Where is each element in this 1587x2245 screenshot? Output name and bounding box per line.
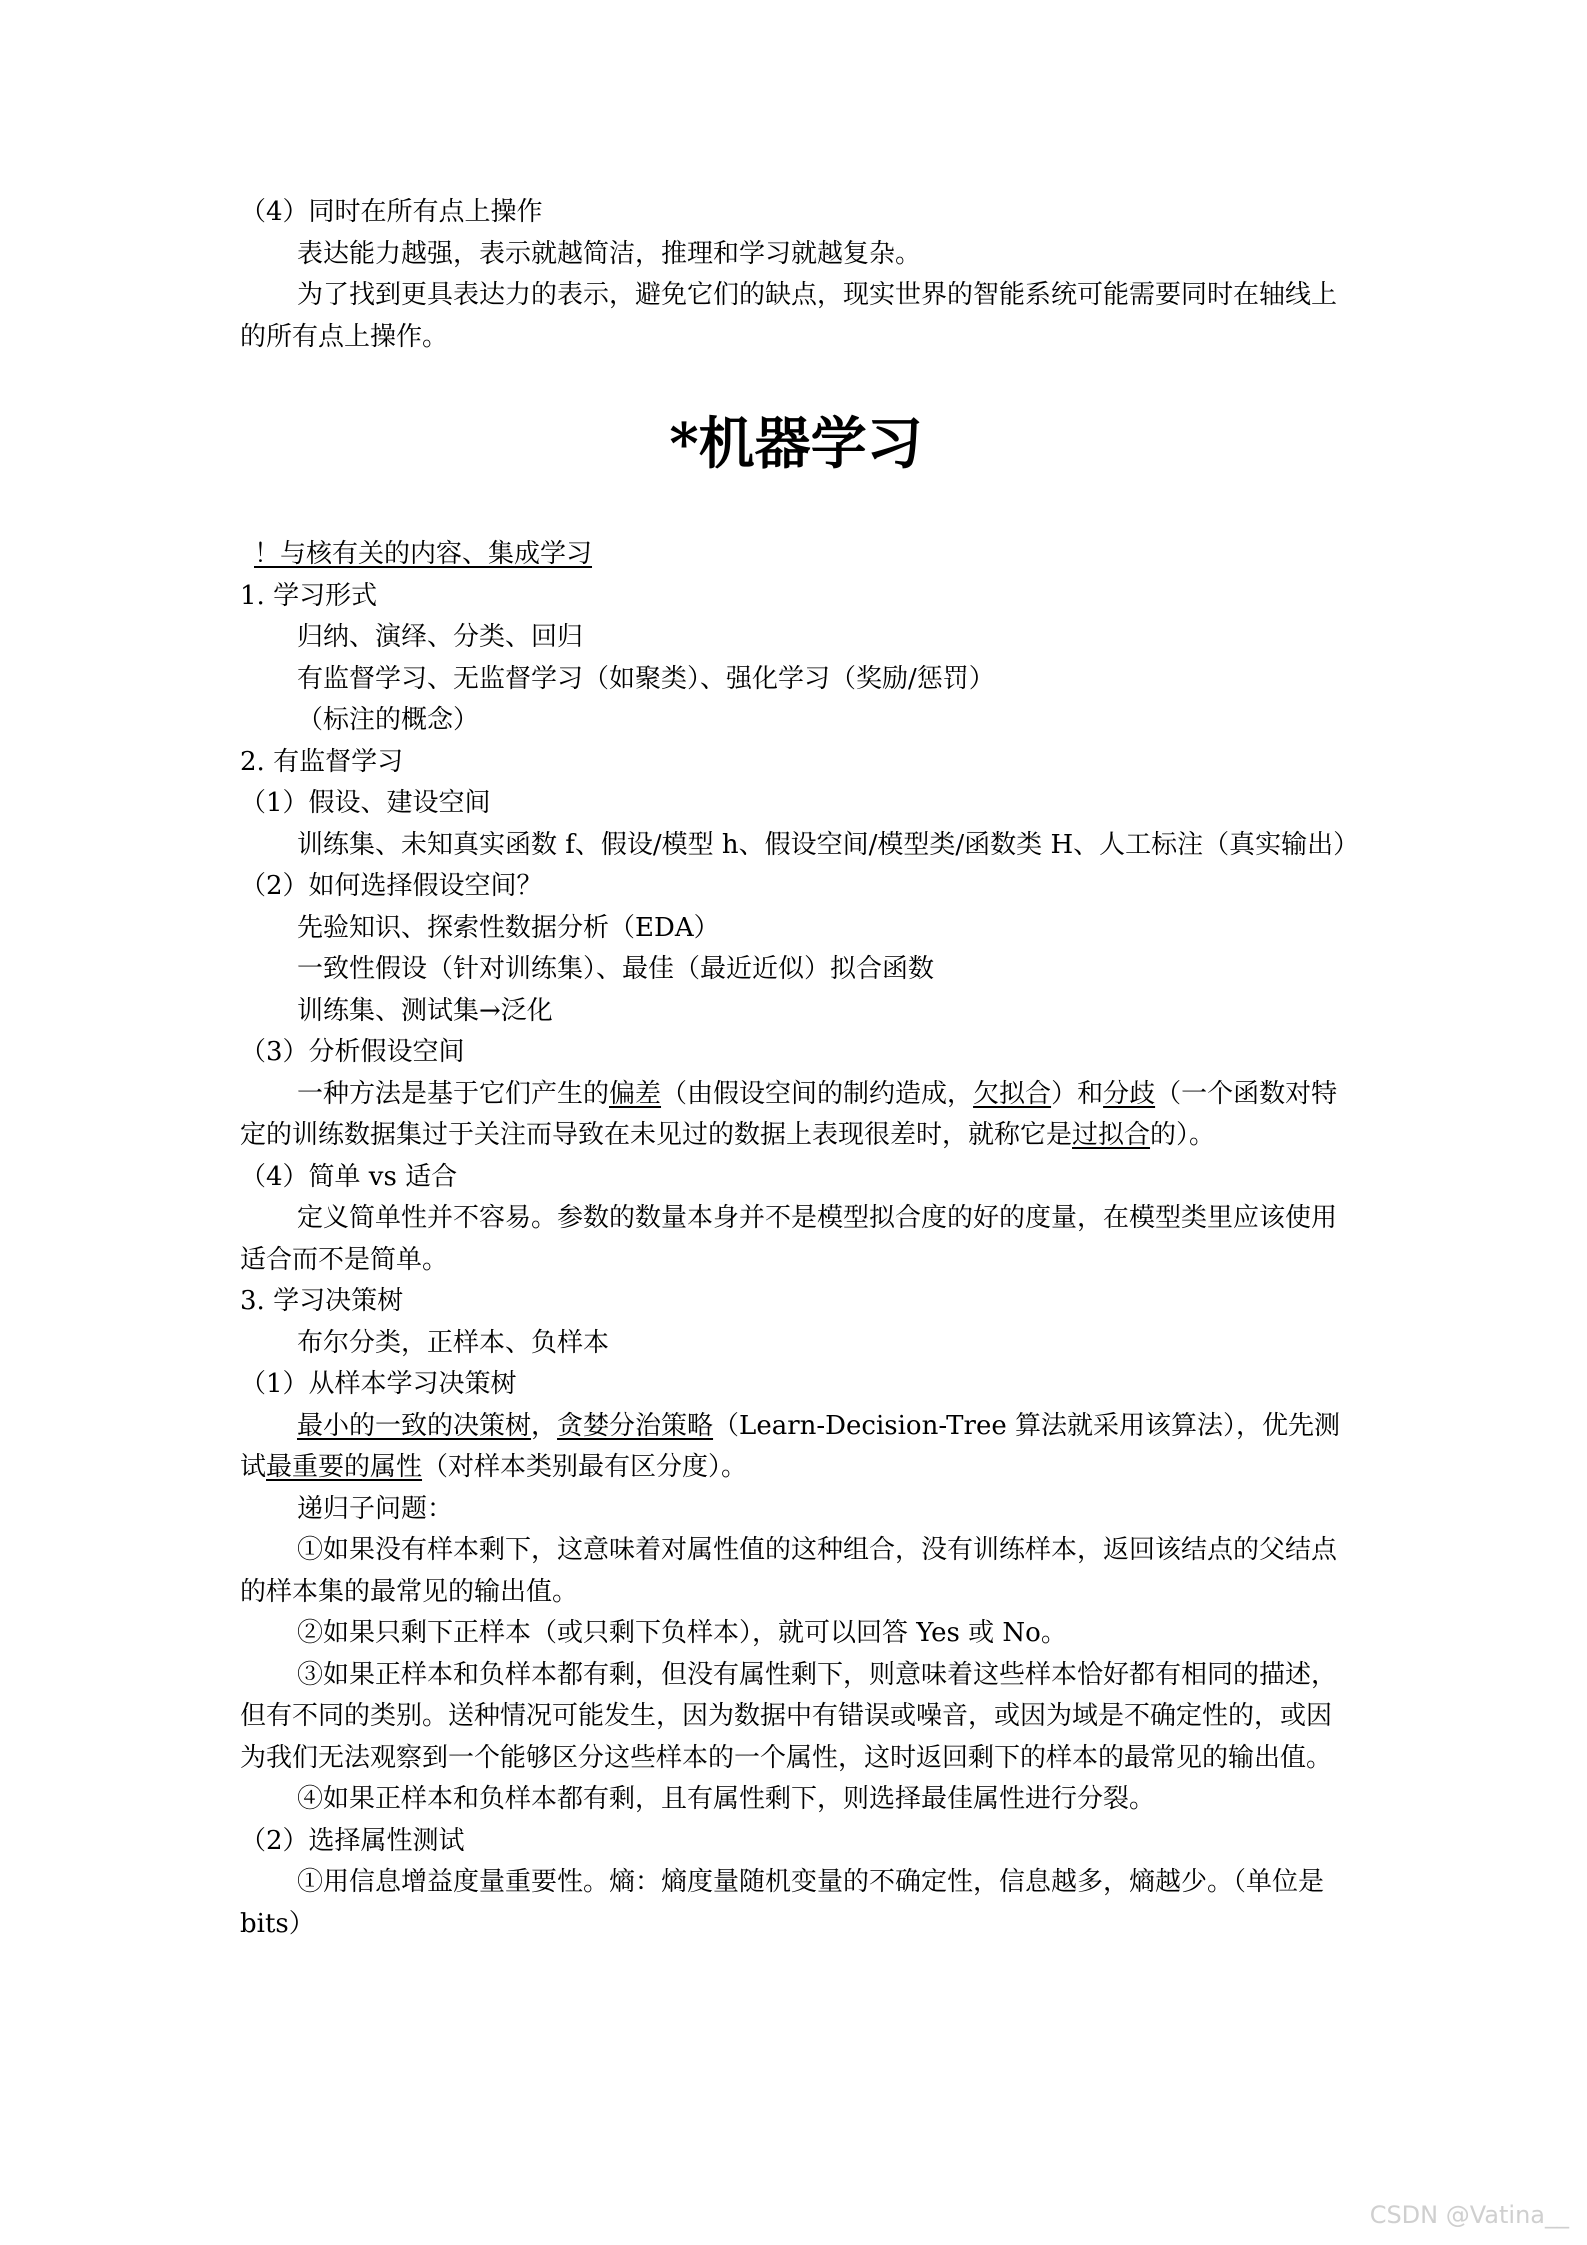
- section-2-sub-2-line-1: 先验知识、探索性数据分析（EDA）: [297, 912, 720, 943]
- section-1-line-3: （标注的概念）: [297, 705, 480, 735]
- section-2-sub-3: （3）分析假设空间: [240, 1037, 465, 1067]
- section-2-sub-1-text: 训练集、未知真实函数 f、假设/模型 h、假设空间/模型类/函数类 H、人工标注（真实输出）: [297, 829, 1360, 860]
- term-smallest-consistent-tree: 最小的一致的决策树: [297, 1410, 532, 1441]
- text-run: 的）。: [1150, 1120, 1216, 1150]
- section-3-sub-1: （1）从样本学习决策树: [240, 1369, 517, 1399]
- section-1-line-1: 归纳、演绎、分类、回归: [297, 622, 584, 652]
- text-run: 一种方法是基于它们产生的: [297, 1078, 610, 1109]
- text-run: ）和: [1051, 1078, 1104, 1109]
- term-underfitting: 欠拟合: [973, 1078, 1052, 1109]
- paragraph-expressiveness: 表达能力越强，表示就越简洁，推理和学习就越复杂。: [297, 238, 922, 269]
- section-2-sub-1: （1）假设、建设空间: [240, 788, 491, 818]
- kernel-note-text: ！与核有关的内容、集成学习: [254, 539, 593, 569]
- recursive-case-4: ④如果正样本和负样本都有剩，且有属性剩下，则选择最佳属性进行分裂。: [297, 1784, 1156, 1814]
- section-3-sub-2: （2）选择属性测试: [240, 1825, 465, 1856]
- text-run: （Learn-Decision-Tree 算法就采用该算法），优先测试: [240, 1410, 1340, 1482]
- term-bias: 偏差: [609, 1078, 662, 1109]
- text-run: （由假设空间的制约造成，: [661, 1078, 974, 1109]
- recursive-subproblems-label: 递归子问题：: [297, 1493, 454, 1524]
- term-variance: 分歧: [1103, 1078, 1156, 1109]
- term-most-important-attribute: 最重要的属性: [266, 1452, 423, 1482]
- section-2-sub-4: （4）简单 vs 适合: [240, 1161, 458, 1192]
- term-overfitting: 过拟合: [1072, 1120, 1151, 1150]
- recursive-case-2: ②如果只剩下正样本（或只剩下负样本），就可以回答 Yes 或 No。: [297, 1618, 1067, 1648]
- text-run: （对样本类别最有区分度）。: [422, 1452, 748, 1482]
- recursive-case-3: ③如果正样本和负样本都有剩，但没有属性剩下，则意味着这些样本恰好都有相同的描述，但有不同的类别。送种情况可能发生，因为数据中有错误或噪音，或因为域是不确定性的，或因为我们无法观察到一个能够区分这些样本的一个属性，这时返回剩下的样本的最常见的输出值。: [240, 1659, 1338, 1773]
- document-page: [240, 192, 1360, 1945]
- section-1-heading: 1. 学习形式: [240, 580, 378, 611]
- section-1-line-2: 有监督学习、无监督学习（如聚类）、强化学习（奖励/惩罚）: [297, 663, 995, 694]
- text-run: （一个函数对特定的训练数据集过于关注而导致在未见过的数据上表现很差时，就称它是: [240, 1078, 1338, 1150]
- section-2-sub-2-line-3: 训练集、测试集→泛化: [297, 995, 553, 1026]
- section-2-sub-2-line-2: 一致性假设（针对训练集）、最佳（最近近似）拟合函数: [297, 954, 935, 984]
- section-3-sub-2-text: ①用信息增益度量重要性。熵：熵度量随机变量的不确定性，信息越多，熵越少。（单位是 bits）: [240, 1867, 1333, 1939]
- heading-4-simultaneous: （4）同时在所有点上操作: [240, 197, 543, 227]
- term-greedy-divide-conquer: 贪婪分治策略: [557, 1410, 714, 1441]
- section-3-sub-1-text: [240, 1406, 1352, 1489]
- section-2-heading: 2. 有监督学习: [240, 746, 404, 777]
- paragraph-real-world-systems: 为了找到更具表达力的表示，避免它们的缺点，现实世界的智能系统可能需要同时在轴线上的所有点上操作。: [240, 280, 1338, 352]
- section-2-sub-4-text: 定义简单性并不容易。参数的数量本身并不是模型拟合度的好的度量，在模型类里应该使用适合而不是简单。: [240, 1203, 1338, 1275]
- section-3-heading: 3. 学习决策树: [240, 1286, 404, 1316]
- section-2-sub-2: （2）如何选择假设空间？: [240, 871, 543, 901]
- text-run: ，: [531, 1410, 558, 1441]
- section-2-sub-3-text: [240, 1074, 1352, 1157]
- recursive-case-1: ①如果没有样本剩下，这意味着对属性值的这种组合，没有训练样本，返回该结点的父结点的样本集的最常见的输出值。: [240, 1535, 1338, 1607]
- csdn-watermark: CSDN @Vatina__: [1369, 2201, 1569, 2229]
- kernel-note: [240, 534, 1352, 576]
- page-title: *机器学习: [669, 411, 923, 477]
- section-3-line-1: 布尔分类，正样本、负样本: [297, 1327, 610, 1358]
